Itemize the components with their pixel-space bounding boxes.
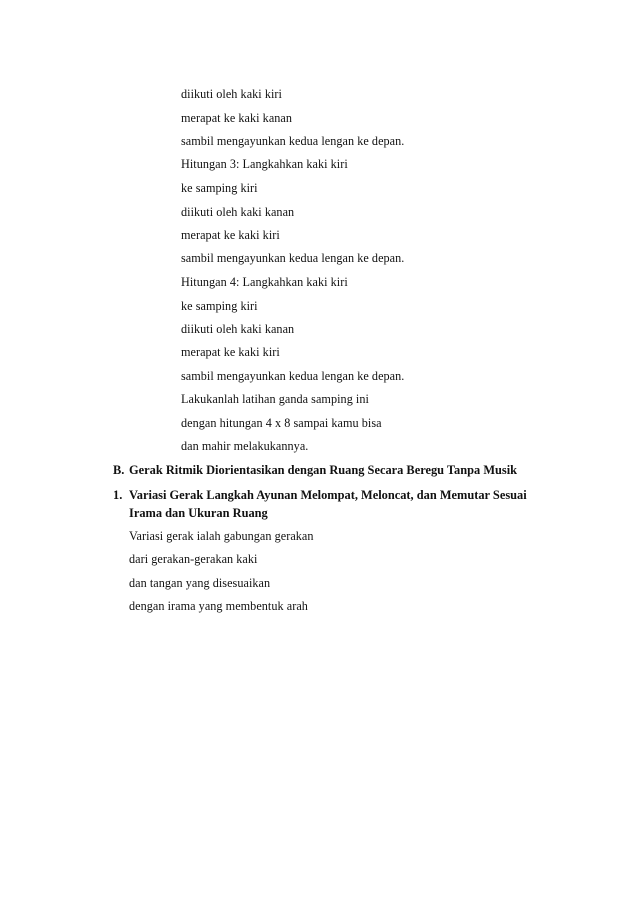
- text-line: Lakukanlah latihan ganda samping ini: [181, 392, 369, 406]
- text-line: Hitungan 4: Langkahkan kaki kiri: [181, 275, 348, 289]
- text-line: diikuti oleh kaki kiri: [181, 87, 282, 101]
- text-line: sambil mengayunkan kedua lengan ke depan.: [181, 369, 405, 383]
- text-line: sambil mengayunkan kedua lengan ke depan.: [181, 251, 405, 265]
- subsection-title-line2: Irama dan Ukuran Ruang: [129, 506, 268, 520]
- text-line: merapat ke kaki kiri: [181, 345, 280, 359]
- section-title: Gerak Ritmik Diorientasikan dengan Ruang Secara Beregu Tanpa Musik: [129, 463, 518, 477]
- subsection-heading-1: [113, 486, 533, 522]
- subsection-title-line1: Variasi Gerak Langkah Ayunan Melompat, Meloncat, dan Memutar Sesuai: [129, 488, 527, 502]
- text-line: ke samping kiri: [181, 181, 258, 195]
- text-line: dan mahir melakukannya.: [181, 439, 309, 453]
- text-line: sambil mengayunkan kedua lengan ke depan.: [181, 134, 405, 148]
- text-line: dan tangan yang disesuaikan: [129, 576, 271, 590]
- text-line: merapat ke kaki kiri: [181, 228, 280, 242]
- text-line: merapat ke kaki kanan: [181, 111, 293, 125]
- text-line: diikuti oleh kaki kanan: [181, 205, 295, 219]
- text-line: dari gerakan-gerakan kaki: [129, 552, 258, 566]
- section-marker: B.: [113, 463, 125, 477]
- text-line: dengan irama yang membentuk arah: [129, 599, 308, 613]
- text-line: Hitungan 3: Langkahkan kaki kiri: [181, 157, 348, 171]
- text-line: ke samping kiri: [181, 299, 258, 313]
- section-heading-b: [113, 463, 517, 478]
- subsection-marker: 1.: [113, 488, 123, 502]
- text-line: dengan hitungan 4 x 8 sampai kamu bisa: [181, 416, 382, 430]
- text-line: diikuti oleh kaki kanan: [181, 322, 295, 336]
- text-line: Variasi gerak ialah gabungan gerakan: [129, 529, 314, 543]
